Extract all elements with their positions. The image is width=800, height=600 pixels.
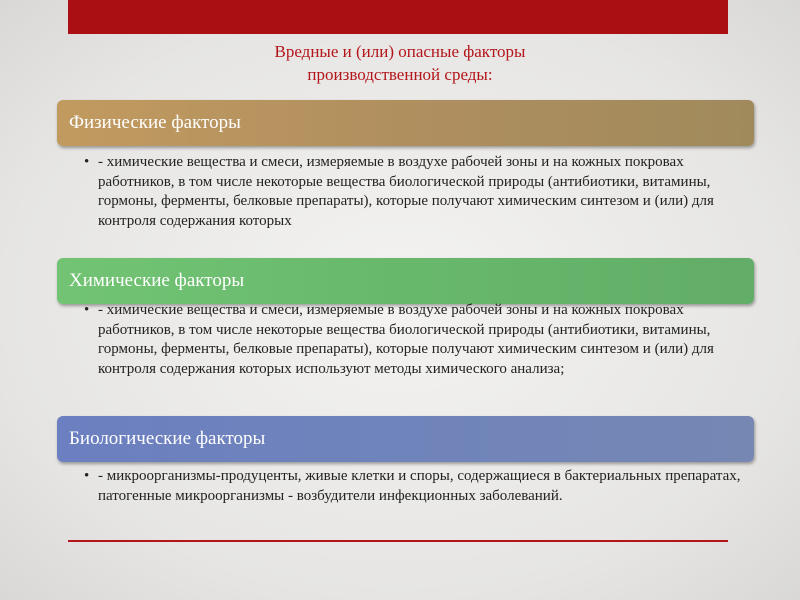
chemical-factors-text (84, 301, 748, 379)
chemical-factors-description: - химические вещества и смеси, измеряемые в воздухе рабочей зоны и на кожных покровах работников, в том числе некоторые вещества биологической природы (антибиотики, витамины, гормоны, ферменты, белковые препараты), которые получают химическим синтезом и (или) для контроля содержания которых используют методы химического анализа; (98, 302, 714, 377)
biological-factors-heading: Биологические факторы (57, 416, 754, 462)
slide-title (200, 40, 600, 86)
top-accent-bar (68, 0, 728, 34)
biological-factors-description: - микроорганизмы-продуценты, живые клетки и споры, содержащиеся в бактериальных препаратах, патогенные микроорганизмы - возбудители инфекционных заболеваний. (98, 468, 741, 504)
bottom-divider (68, 540, 728, 542)
bullet-icon: • (84, 468, 90, 484)
bullet-icon: • (84, 154, 90, 170)
title-line-2: производственной среды: (307, 65, 493, 84)
physical-factors-heading: Физические факторы (57, 100, 754, 146)
physical-factors-text (84, 153, 748, 257)
biological-factors-text (84, 467, 748, 506)
bullet-icon: • (84, 302, 90, 318)
chemical-factors-heading: Химические факторы (57, 258, 754, 304)
title-line-1: Вредные и (или) опасные факторы (274, 42, 526, 61)
physical-factors-description: - химические вещества и смеси, измеряемые в воздухе рабочей зоны и на кожных покровах работников, в том числе некоторые вещества биологической природы (антибиотики, витамины, гормоны, ферменты, белковые препараты), которые получают химическим синтезом и (или) для контроля содержания которых (98, 154, 714, 229)
